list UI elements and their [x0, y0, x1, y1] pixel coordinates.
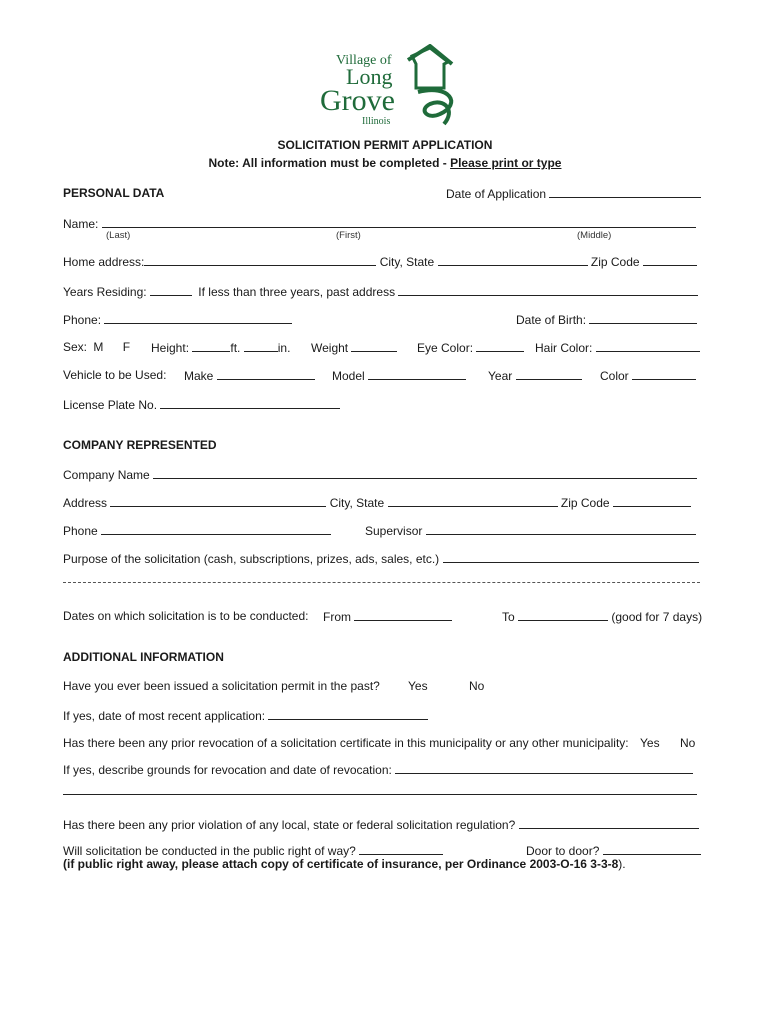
to-row [502, 609, 702, 624]
form-note [0, 156, 770, 170]
violation-row [63, 817, 699, 832]
past-address-field[interactable] [398, 284, 698, 296]
from-row [323, 609, 452, 624]
company-zip-field[interactable] [613, 495, 691, 507]
name-row [63, 216, 696, 231]
hair-color-row [535, 340, 700, 355]
phone-field[interactable] [104, 312, 292, 324]
revocation-description-row [63, 762, 693, 777]
home-address-field[interactable] [144, 254, 376, 266]
revocation-description-field-continued[interactable] [63, 794, 697, 795]
year-field[interactable] [516, 368, 582, 380]
dob-row [516, 312, 697, 327]
purpose-row [63, 551, 699, 566]
license-label: License Plate No. [63, 398, 158, 412]
zip-code-label: Zip Code [590, 255, 640, 269]
license-field[interactable] [160, 397, 340, 409]
model-field[interactable] [368, 368, 466, 380]
purpose-label: Purpose of the solicitation (cash, subscriptions, prizes, ads, sales, etc.) [63, 552, 440, 566]
prior-permit-yes[interactable]: Yes [408, 679, 428, 693]
swoosh-icon [418, 90, 451, 124]
eye-color-label: Eye Color: [417, 341, 474, 355]
date-of-application-label: Date of Application [446, 187, 547, 201]
supervisor-label: Supervisor [365, 524, 423, 538]
sex-f-option[interactable]: F [122, 340, 131, 354]
years-residing-label: Years Residing: [63, 285, 147, 299]
good-for-label: (good for 7 days) [611, 610, 703, 624]
prior-permit-date-field[interactable] [268, 708, 428, 720]
door-to-door-field[interactable] [603, 843, 701, 855]
eye-color-field[interactable] [476, 340, 524, 352]
make-label: Make [184, 369, 214, 383]
hair-color-field[interactable] [596, 340, 700, 352]
insurance-note-text: (if public right away, please attach copy of certificate of insurance, per Ordinance 2003-O-16 3-3-8 [63, 857, 619, 871]
home-address-label: Home address: [63, 255, 145, 269]
to-field[interactable] [518, 609, 608, 621]
height-ft-field[interactable] [192, 340, 230, 352]
height-in-field[interactable] [244, 340, 278, 352]
hair-color-label: Hair Color: [535, 341, 593, 355]
color-label: Color [600, 369, 629, 383]
city-state-field[interactable] [438, 254, 588, 266]
vehicle-label: Vehicle to be Used: [63, 368, 167, 382]
phone-label: Phone: [63, 313, 102, 327]
eye-color-row [417, 340, 524, 355]
name-middle-hint: (Middle) [577, 230, 612, 241]
model-row [332, 368, 466, 383]
company-phone-label: Phone [63, 524, 98, 538]
sex-m-option[interactable]: M [93, 340, 104, 354]
name-last-hint: (Last) [106, 230, 131, 241]
weight-label: Weight [311, 341, 349, 355]
logo-line1: Village of [336, 53, 392, 68]
weight-field[interactable] [351, 340, 397, 352]
phone-row [63, 312, 292, 327]
logo-line4: Illinois [362, 116, 391, 127]
home-address-row [63, 254, 697, 269]
date-of-application-field[interactable] [549, 186, 701, 198]
form-note-emphasis: Please print or type [450, 156, 562, 170]
insurance-note-end: ). [618, 857, 626, 871]
year-row [488, 368, 582, 383]
public-right-of-way-row [63, 843, 443, 858]
section-heading-company: COMPANY REPRESENTED [63, 438, 217, 452]
violation-field[interactable] [519, 817, 699, 829]
company-name-row [63, 467, 697, 482]
name-first-hint: (First) [336, 230, 361, 241]
dob-field[interactable] [589, 312, 697, 324]
purpose-field[interactable] [443, 551, 699, 563]
revocation-no[interactable]: No [680, 736, 696, 750]
model-label: Model [332, 369, 365, 383]
name-field[interactable] [102, 216, 696, 228]
revocation-description-field[interactable] [395, 762, 693, 774]
supervisor-field[interactable] [426, 523, 696, 535]
logo-line3: Grove [320, 84, 395, 117]
door-to-door-row [526, 843, 701, 858]
to-label: To [502, 610, 515, 624]
sex-label: Sex: [63, 340, 88, 354]
door-to-door-label: Door to door? [526, 844, 600, 858]
revocation-yes[interactable]: Yes [640, 736, 660, 750]
company-name-field[interactable] [153, 467, 697, 479]
years-residing-row [63, 284, 698, 299]
violation-question: Has there been any prior violation of any local, state or federal solicitation regulation? [63, 818, 516, 832]
revocation-question: Has there been any prior revocation of a solicitation certificate in this municipality or any other municipality: [63, 736, 629, 750]
make-row [184, 368, 315, 383]
height-in-unit: in. [277, 341, 291, 355]
section-heading-additional: ADDITIONAL INFORMATION [63, 650, 224, 664]
revocation-description-label: If yes, describe grounds for revocation and date of revocation: [63, 763, 392, 777]
color-row [600, 368, 696, 383]
company-address-row [63, 495, 691, 510]
dates-label: Dates on which solicitation is to be conducted: [63, 609, 309, 623]
village-logo [320, 44, 470, 130]
make-field[interactable] [217, 368, 315, 380]
prior-permit-date-row [63, 708, 428, 723]
year-label: Year [488, 369, 513, 383]
height-row [151, 340, 290, 355]
prior-permit-no[interactable]: No [469, 679, 485, 693]
company-name-label: Company Name [63, 468, 150, 482]
company-phone-field[interactable] [101, 523, 331, 535]
past-address-label: If less than three years, past address [198, 285, 396, 299]
company-address-field[interactable] [110, 495, 326, 507]
purpose-field-continued[interactable] [63, 582, 700, 583]
company-city-state-label: City, State [329, 496, 385, 510]
height-label: Height: [151, 341, 190, 355]
public-right-of-way-field[interactable] [359, 843, 443, 855]
from-field[interactable] [354, 609, 452, 621]
from-label: From [323, 610, 351, 624]
sex-row [63, 340, 130, 354]
public-right-of-way-question: Will solicitation be conducted in the public right of way? [63, 844, 356, 858]
name-label: Name: [63, 217, 99, 231]
years-residing-field[interactable] [150, 284, 192, 296]
logo-line2: Long [346, 64, 393, 89]
zip-code-field[interactable] [643, 254, 697, 266]
color-field[interactable] [632, 368, 696, 380]
weight-row [311, 340, 397, 355]
dob-label: Date of Birth: [516, 313, 587, 327]
prior-permit-date-label: If yes, date of most recent application: [63, 709, 266, 723]
company-phone-row [63, 523, 331, 538]
prior-permit-question: Have you ever been issued a solicitation permit in the past? [63, 679, 380, 693]
company-city-state-field[interactable] [388, 495, 558, 507]
supervisor-row [365, 523, 696, 538]
section-heading-personal: PERSONAL DATA [63, 186, 165, 200]
date-of-application-row [446, 186, 701, 201]
license-row [63, 397, 340, 412]
form-title: SOLICITATION PERMIT APPLICATION [277, 138, 493, 152]
city-state-label: City, State [379, 255, 435, 269]
height-ft-unit: ft. [230, 341, 241, 355]
form-note-prefix: Note: All information must be completed - [208, 156, 451, 170]
company-zip-label: Zip Code [560, 496, 610, 510]
insurance-note [63, 857, 626, 871]
company-address-label: Address [63, 496, 108, 510]
